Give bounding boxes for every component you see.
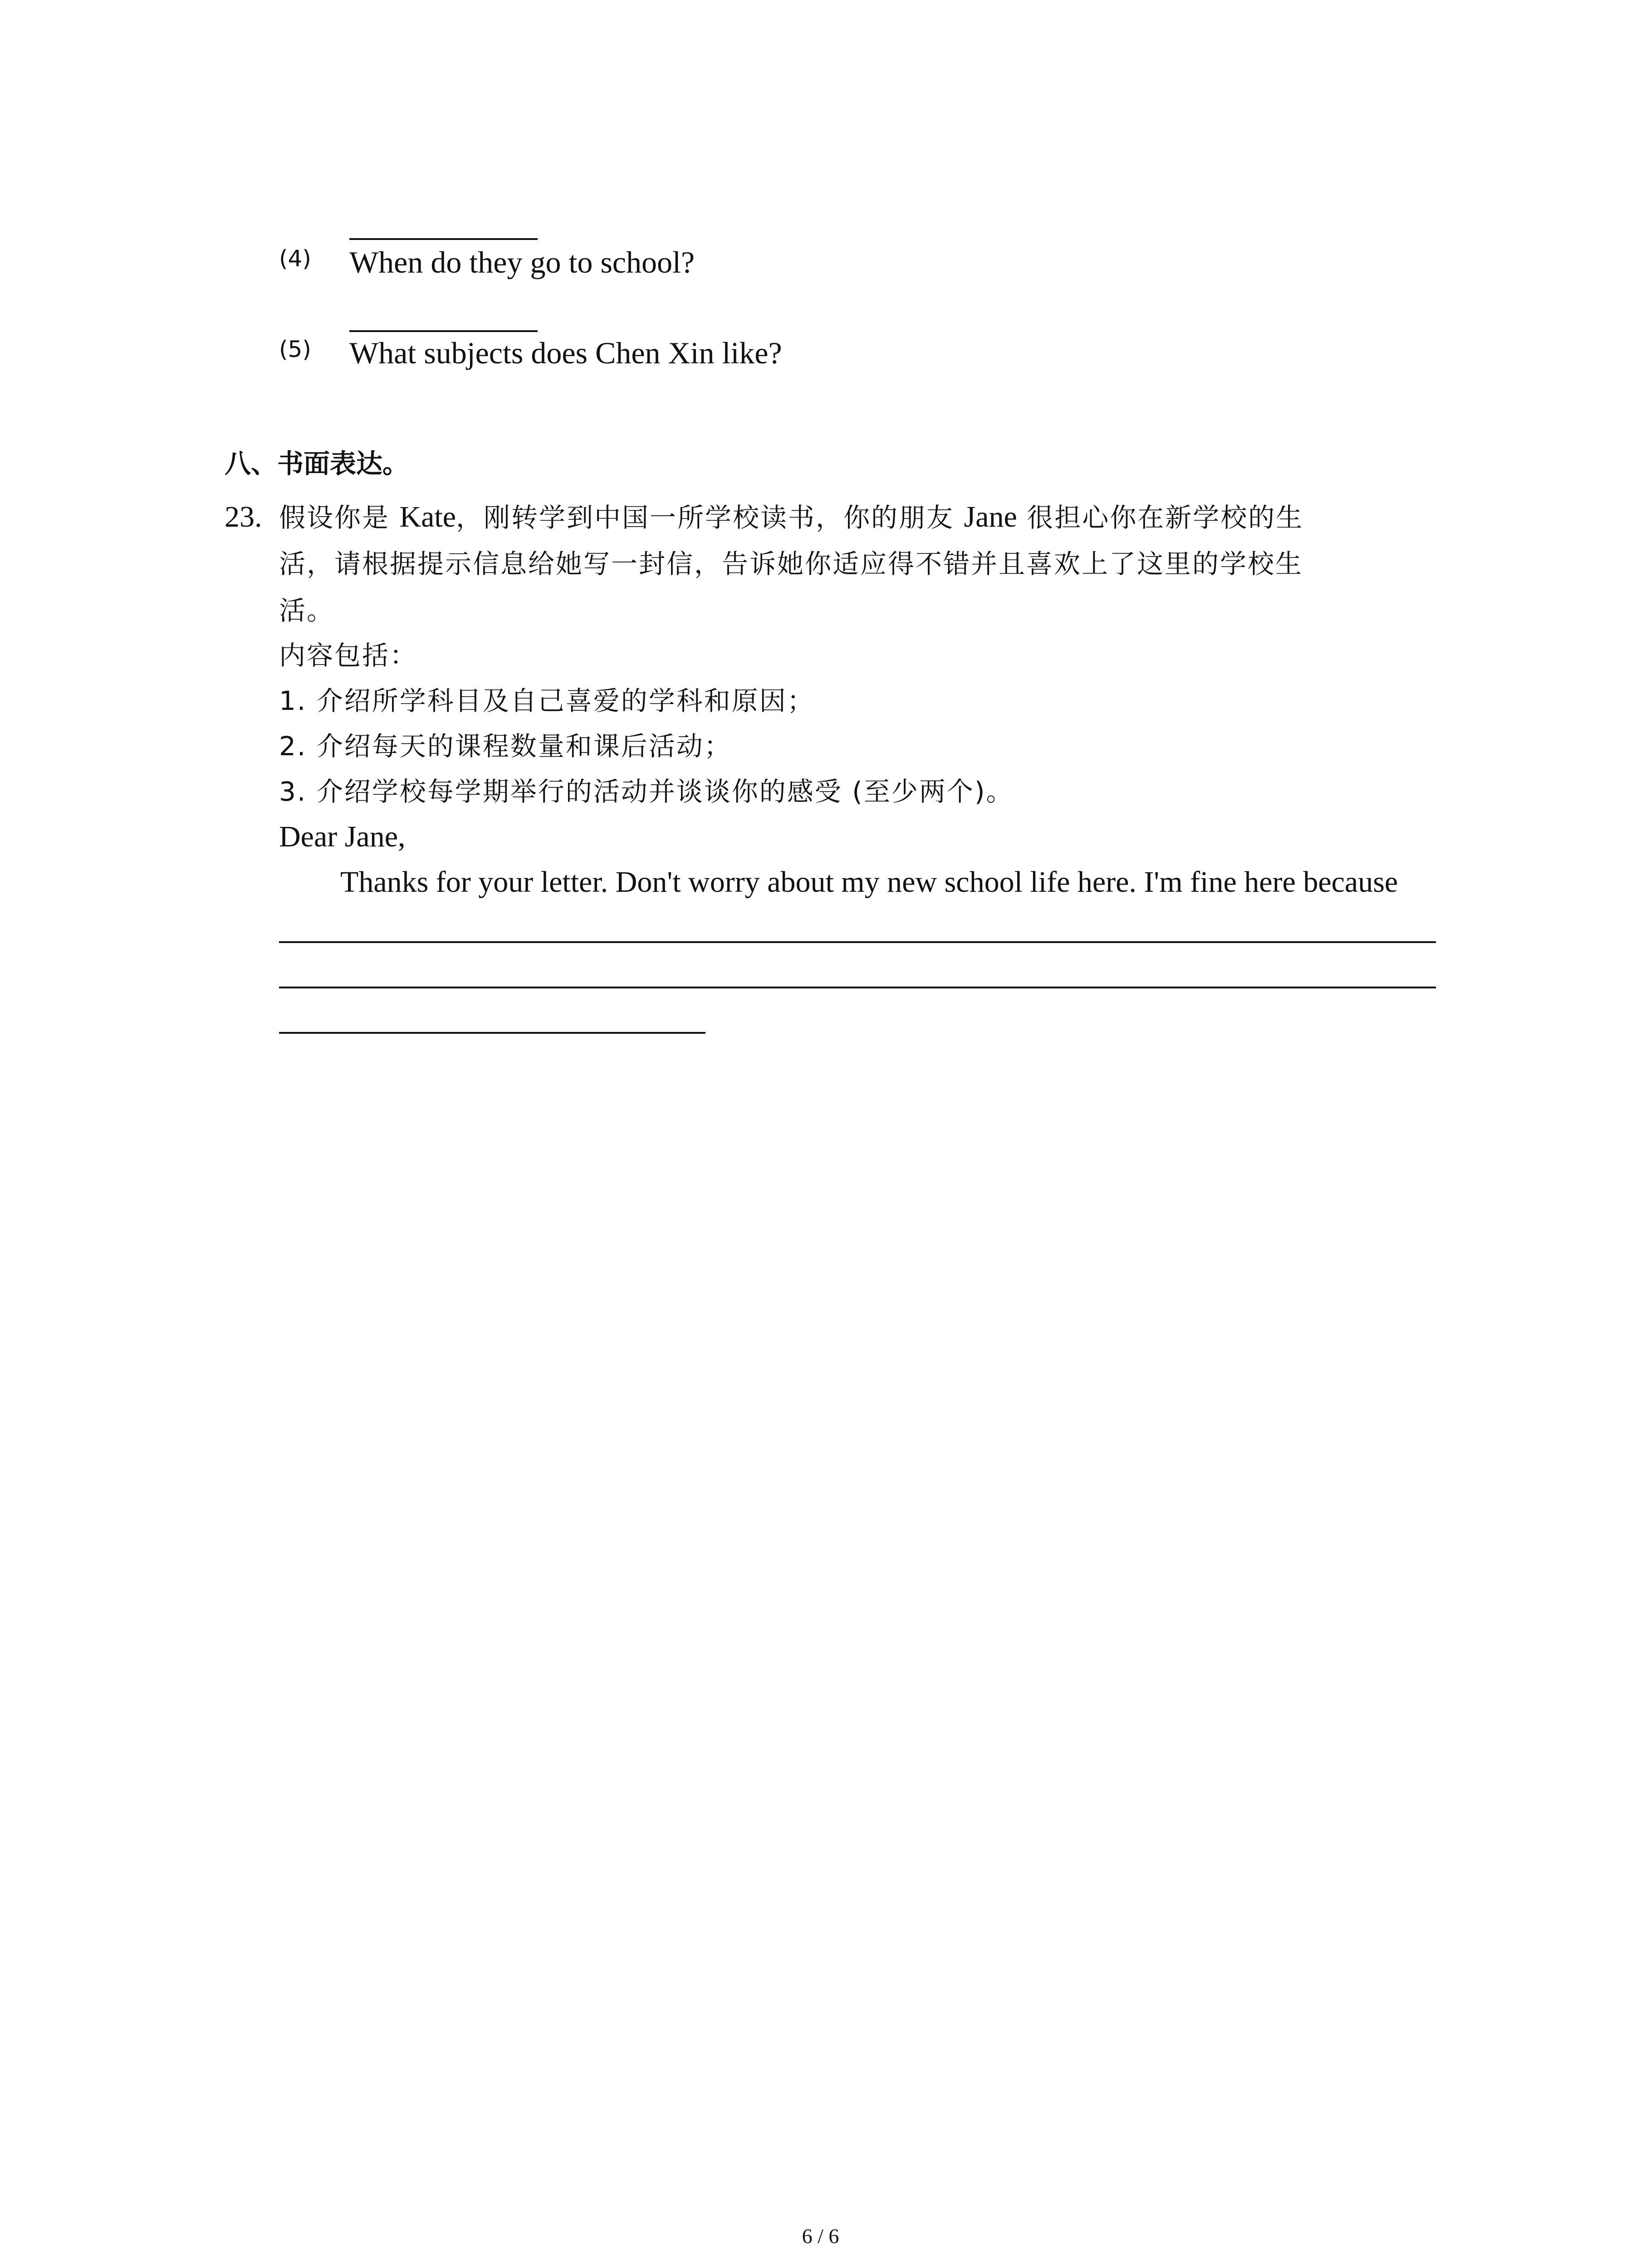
task-prompt-line-1 xyxy=(279,494,1303,540)
question-number-4: (4) xyxy=(279,245,311,272)
writing-line-2[interactable] xyxy=(279,987,1436,988)
writing-line-3[interactable] xyxy=(279,1032,705,1034)
task-prompt-name: Kate xyxy=(399,500,456,533)
task-prompt-line-1-pre: 假设你是 xyxy=(279,502,400,533)
content-label: 内容包括： xyxy=(279,640,418,671)
task-prompt-line-1-mid: ，刚转学到中国一所学校读书，你的朋友 xyxy=(456,502,964,533)
task-prompt-line-1-post: 很担心你在新学校的生 xyxy=(1017,502,1304,533)
task-number: 23. xyxy=(225,500,262,533)
question-number-5: (5) xyxy=(279,336,311,362)
task-prompt-line-3: 活。 xyxy=(279,595,335,626)
content-point-1: 1. 介绍所学科目及自己喜爱的学科和原因； xyxy=(279,685,815,716)
question-text-4: When do they go to school? xyxy=(349,245,695,279)
answer-blank-4[interactable] xyxy=(349,238,538,240)
content-point-3: 3. 介绍学校每学期举行的活动并谈谈你的感受 (至少两个)。 xyxy=(279,776,1014,807)
content-point-2: 2. 介绍每天的课程数量和课后活动； xyxy=(279,731,732,762)
answer-blank-5[interactable] xyxy=(349,330,538,332)
task-prompt-friend: Jane xyxy=(964,500,1017,533)
question-text-5: What subjects does Chen Xin like? xyxy=(349,336,782,370)
task-prompt-line-2: 活，请根据提示信息给她写一封信，告诉她你适应得不错并且喜欢上了这里的学校生 xyxy=(279,548,1303,579)
writing-line-1[interactable] xyxy=(279,941,1436,943)
page-number: 6 / 6 xyxy=(802,2224,839,2248)
letter-opening: Thanks for your letter. Don't worry about my new school life here. I'm fine here because xyxy=(340,865,1398,899)
section-title: 八、书面表达。 xyxy=(225,448,409,479)
letter-salutation: Dear Jane, xyxy=(279,820,406,853)
